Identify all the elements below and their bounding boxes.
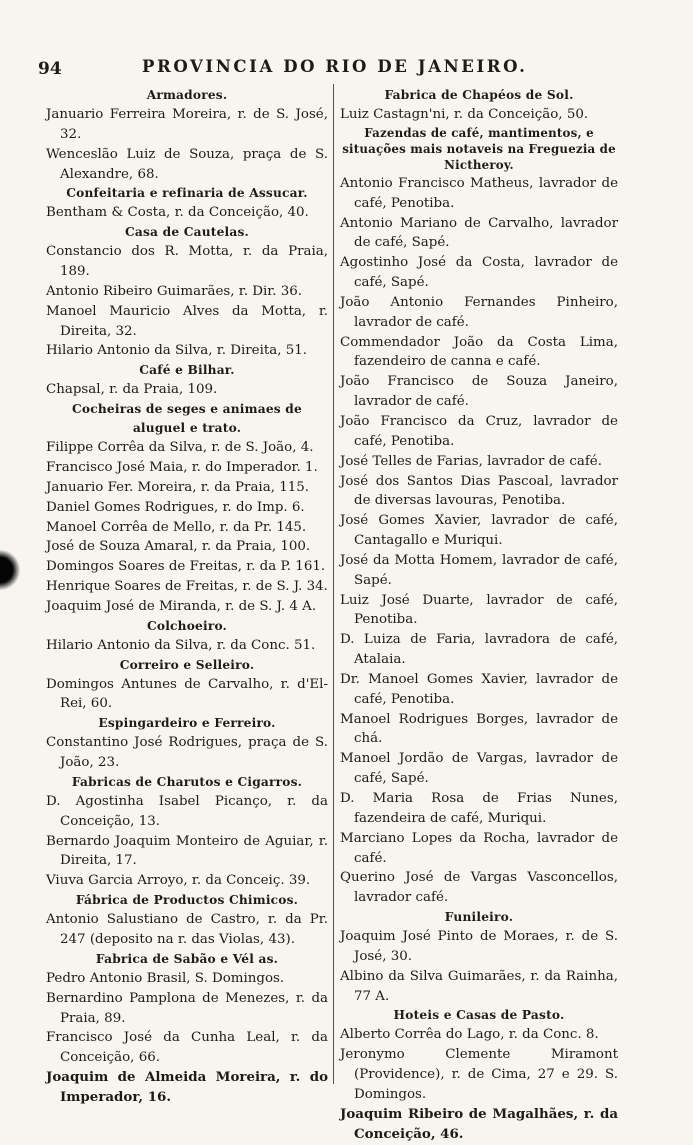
directory-entry: D. Agostinha Isabel Picanço, r. da Conceição, 13. [46,793,328,829]
directory-entry: Domingos Soares de Freitas, r. da P. 161. [46,559,326,575]
page-number: 94 [38,59,62,79]
directory-entry: Antonio Mariano de Carvalho, lavrador de café, Sapé. [340,215,618,251]
directory-entry: Querino José de Vargas Vasconcellos, lavrador café. [340,870,618,906]
directory-entry: Antonio Ribeiro Guimarães, r. Dir. 36. [46,283,303,299]
directory-entry: Manoel Rodrigues Borges, lavrador de chá. [340,711,618,747]
directory-entry: Constancio dos R. Motta, r. da Praia, 189. [46,244,328,280]
section-heading: Fazendas de café, mantimentos, e situações mais notaveis na Freguezia de Nictheroy. [342,125,616,172]
directory-entry: D. Maria Rosa de Frias Nunes, fazendeira de café, Muriqui. [340,791,618,826]
directory-entry: Francisco José da Cunha Leal, r. da Conceição, 66. [46,1030,328,1066]
directory-entry: Antonio Francisco Matheus, lavrador de café, Penotiba. [340,175,618,211]
section-heading: Fábrica de Productos Chimicos. [75,893,299,908]
section-heading: Fabrica de Sabão e Vél as. [95,951,279,966]
directory-entry: Pedro Antonio Brasil, S. Domingos. [46,970,285,986]
directory-entry: Marciano Lopes da Rocha, lavrador de café. [340,830,618,866]
section-heading: Hoteis e Casas de Pasto. [393,1008,565,1023]
directory-entry: Joaquim José de Miranda, r. de S. J. 4 A. [46,598,317,614]
directory-entry: Januario Ferreira Moreira, r. de S. José, 32. [46,107,328,142]
section-heading: Cocheiras de seges e animaes de aluguel e trato. [72,402,302,436]
page-header [34,57,664,83]
directory-entry: Joaquim José Pinto de Moraes, r. de S. José, 30. [340,929,618,964]
directory-entry: Filippe Corrêa da Silva, r. de S. João, 4. [46,440,314,456]
directory-entry: Manoel Corrêa de Mello, r. da Pr. 145. [46,519,307,535]
directory-entry: Januario Fer. Moreira, r. da Praia, 115. [46,479,310,495]
right-column [340,86,618,1145]
section-heading: Café e Bilhar. [139,363,235,378]
section-heading: Correiro e Selleiro. [119,657,255,672]
directory-entry: Hilario Antonio da Silva, r. da Conc. 51. [46,637,316,653]
directory-entry: Constantino José Rodrigues, praça de S. João, 23. [46,735,328,771]
section-heading: Espingardeiro e Ferreiro. [98,716,276,731]
directory-entry: Luiz José Duarte, lavrador de café, Penotiba. [340,592,618,628]
directory-entry: Agostinho José da Costa, lavrador de café, Sapé. [340,255,618,291]
directory-entry: Jeronymo Clemente Miramont (Providence), r. de Cima, 27 e 29. S. Domingos. [340,1047,618,1102]
section-heading: Colchoeiro. [146,618,228,633]
directory-entry: José dos Santos Dias Pascoal, lavrador de diversas lavouras, Penotiba. [340,473,618,509]
directory-entry: João Francisco de Souza Janeiro, lavrador de café. [340,374,618,410]
directory-entry: Manoel Jordão de Vargas, lavrador de café, Sapé. [340,751,618,787]
directory-entry: Hilario Antonio da Silva, r. Direita, 51. [46,343,308,359]
directory-entry: Daniel Gomes Rodrigues, r. do Imp. 6. [46,499,305,515]
directory-entry: D. Luiza de Faria, lavradora de café, Atalaia. [340,632,618,668]
directory-entry: João Antonio Fernandes Pinheiro, lavrador de café. [340,294,618,330]
directory-entry: Francisco José Maia, r. do Imperador. 1. [46,459,318,475]
directory-entry: Bernardino Pamplona de Menezes, r. da Praia, 89. [46,990,328,1026]
directory-entry: Dr. Manoel Gomes Xavier, lavrador de café, Penotiba. [340,671,618,707]
section-heading: Armadores. [146,88,228,102]
ink-blot-mark [0,550,20,590]
directory-entry: Henrique Soares de Freitas, r. de S. J. 34. [46,579,328,595]
directory-entry: José de Souza Amaral, r. da Praia, 100. [46,539,311,555]
left-column [46,86,328,1108]
directory-entry: Bentham & Costa, r. da Conceição, 40. [46,205,309,221]
directory-entry: Chapsal, r. da Praia, 109. [46,382,218,398]
directory-entry: Luiz Castagn'ni, r. da Conceição, 50. [340,107,589,122]
directory-entry: Alberto Corrêa do Lago, r. da Conc. 8. [340,1027,599,1043]
directory-entry: João Francisco da Cruz, lavrador de café, Penotiba. [340,413,618,449]
directory-entry: Wenceslão Luiz de Souza, praça de S. Alexandre, 68. [46,146,328,182]
section-heading: Fabricas de Charutos e Cigarros. [71,774,303,789]
directory-entry: Viuva Garcia Arroyo, r. da Conceiç. 39. [46,873,311,889]
directory-entry: Antonio Salustiano de Castro, r. da Pr. 247 (deposito na r. das Violas, 43). [46,912,328,947]
column-divider [333,84,334,1084]
directory-entry: Commendador João da Costa Lima, fazendeiro de canna e café. [340,334,618,370]
section-heading: Funileiro. [444,910,514,925]
section-heading: Confeitaria e refinaria de Assucar. [66,186,308,201]
directory-entry: Bernardo Joaquim Monteiro de Aguiar, r. Direita, 17. [46,833,328,869]
running-title: PROVINCIA DO RIO DE JANEIRO. [142,57,528,76]
directory-entry: Domingos Antunes de Carvalho, r. d'El-Rei, 60. [46,676,328,712]
section-heading: Fabrica de Chapéos de Sol. [384,88,574,102]
directory-entry: José Telles de Farias, lavrador de café. [340,453,602,469]
directory-entry: Albino da Silva Guimarães, r. da Rainha, 77 A. [340,968,618,1004]
directory-entry: José Gomes Xavier, lavrador de café, Cantagallo e Muriqui. [340,513,618,549]
directory-entry: José da Motta Homem, lavrador de café, Sapé. [340,552,618,588]
section-heading: Casa de Cautelas. [125,225,249,240]
directory-entry: Manoel Mauricio Alves da Motta, r. Direita, 32. [46,303,328,339]
directory-entry: Joaquim de Almeida Moreira, r. do Imperador, 16. [46,1069,328,1105]
directory-entry: Joaquim Ribeiro de Magalhães, r. da Conceição, 46. [340,1105,618,1142]
